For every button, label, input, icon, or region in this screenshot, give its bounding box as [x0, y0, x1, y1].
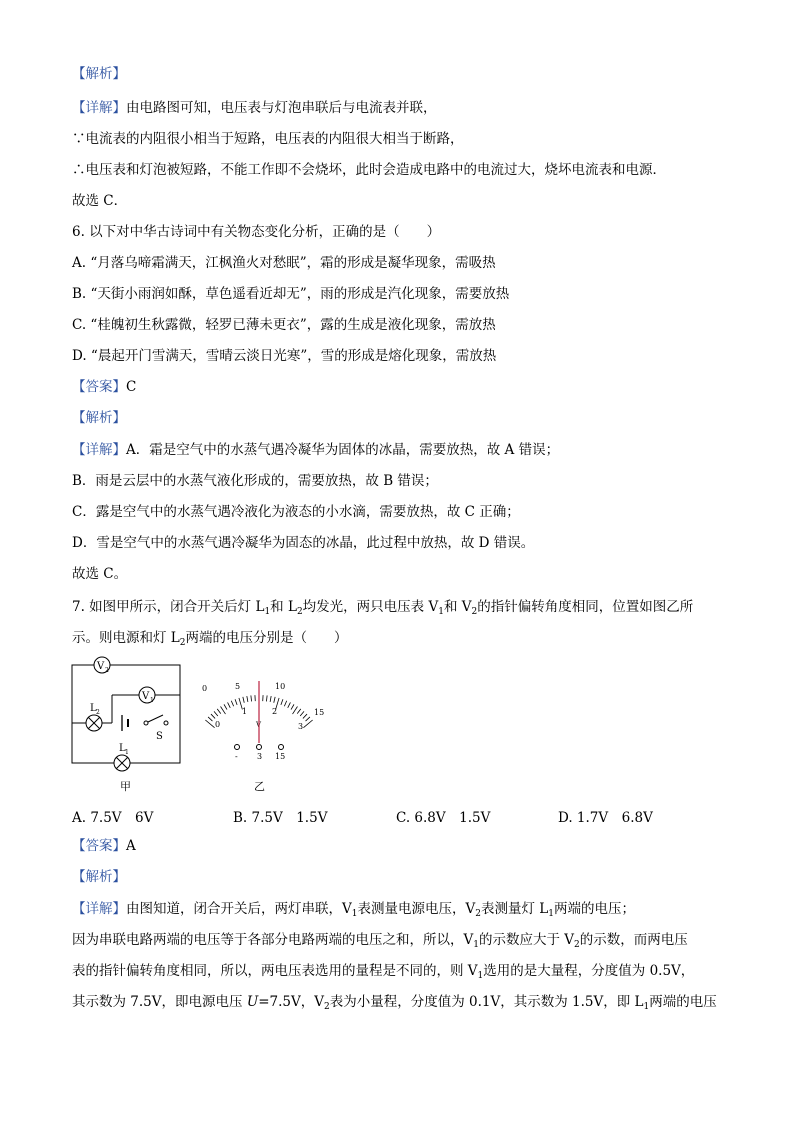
q6-option-a: A. “月落乌啼霜满天，江枫渔火对愁眠”，霜的形成是凝华现象，需吸热: [72, 255, 496, 271]
q7-option-b: B. 7.5V 1.5V: [233, 810, 328, 826]
q6-detail-d: D．雪是空气中的水蒸气遇冷凝华为固态的冰晶，此过程中放热，故 D 错误。: [72, 535, 535, 551]
dial-tick: [266, 695, 267, 701]
dial-tick: [243, 697, 244, 703]
dial-tick: [297, 709, 301, 714]
svg-text:5: 5: [235, 682, 241, 691]
dial-tick: [274, 697, 275, 703]
q6-analysis-tag: 【解析】: [72, 410, 126, 426]
dial-tick: [224, 704, 227, 709]
dial-tick: [291, 704, 294, 709]
q7-detail-line-2: 因为串联电路两端的电压等于各部分电路两端的电压之和，所以，$V_1$的示数应大于 $V_2$的示数，而两电压: [72, 932, 688, 950]
detail-tag: 【详解】: [72, 442, 126, 458]
dial-tick: [270, 696, 271, 702]
svg-text:V: V: [142, 691, 150, 702]
dial-tick: [231, 701, 233, 707]
q7-detail-line-3: 表的指针偏转角度相同，所以，两电压表选用的量程是不同的，则 $V_1$选用的是大量程，分度值为 0.5V，: [72, 963, 695, 981]
dial-tick: [303, 714, 307, 718]
q6-option-d: D. “晨起开门雪满天，雪晴云淡日光寒”，雪的形成是熔化现象，需放热: [72, 348, 497, 364]
dial-tick: [284, 701, 286, 707]
svg-text:2: 2: [105, 667, 109, 674]
dial-tick: [251, 695, 252, 701]
svg-text:15: 15: [314, 708, 325, 717]
dial-tick: [228, 702, 231, 707]
q5-detail-line-1: 【详解】由电路图可知，电压表与灯泡串联后与电流表并联，: [72, 100, 437, 116]
svg-text:1: 1: [150, 697, 154, 704]
dial-tick: [288, 702, 291, 707]
svg-text:L: L: [90, 703, 97, 714]
dial-tick: [306, 717, 310, 721]
circuit-diagram-jia: [72, 657, 180, 793]
voltmeter-dial-yi: [202, 681, 324, 793]
dial-tick: [281, 699, 283, 705]
svg-text:L: L: [119, 743, 126, 754]
svg-text:2: 2: [96, 709, 100, 716]
svg-text:2: 2: [272, 707, 278, 716]
q6-conclusion: 故选 C。: [72, 566, 128, 582]
dial-tick: [235, 699, 237, 705]
dial-tick: [247, 696, 248, 702]
figure-label-jia: 甲: [120, 780, 131, 793]
dial-tick: [208, 717, 212, 721]
q7-option-c: C. 6.8V 1.5V: [396, 810, 491, 826]
q7-detail-line-4: 其示数为 7.5V，即电源电压 U=7.5V，$V_2$表为小量程，分度值为 0.1V，其示数为 1.5V，即 $L_1$两端的电压: [72, 994, 717, 1012]
q7-stem-line-2: 示。则电源和灯 $L_2$两端的电压分别是（ ）: [72, 630, 348, 648]
analysis-tag: 【解析】: [72, 66, 126, 82]
dial-tick: [303, 720, 312, 728]
q5-detail-line-2: ∵电流表的内阻很小相当于短路，电压表的内阻很大相当于断路，: [72, 131, 464, 147]
svg-text:V: V: [256, 721, 262, 729]
svg-text:0: 0: [202, 684, 208, 693]
q7-answer: 【答案】A: [72, 838, 136, 854]
svg-text:15: 15: [275, 752, 286, 761]
dial-tick: [205, 720, 214, 728]
svg-text:10: 10: [275, 682, 286, 691]
dial-tick: [293, 707, 298, 715]
svg-text:1: 1: [242, 707, 248, 716]
dial-tick: [211, 714, 215, 718]
q6-detail-a: 【详解】A．霜是空气中的水蒸气遇冷凝华为固体的冰晶，需要放热，故 A 错误；: [72, 442, 560, 458]
svg-text:3: 3: [257, 752, 263, 761]
dial-tick: [217, 709, 221, 714]
answer-tag: 【答案】: [72, 379, 126, 395]
q7-detail-line-1: 【详解】由图知道，闭合开关后，两灯串联，$V_1$表测量电源电压，$V_2$表测量灯 $L_1$两端的电压；: [72, 901, 635, 919]
svg-text:0: 0: [215, 720, 221, 729]
q7-option-a: A. 7.5V 6V: [72, 810, 154, 826]
dial-tick: [300, 711, 304, 716]
svg-text:3: 3: [298, 722, 304, 731]
svg-text:S: S: [156, 731, 163, 742]
q5-detail-line-3: ∴电压表和灯泡被短路，不能工作即不会烧坏，此时会造成电路中的电流过大，烧坏电流表和电源．: [72, 162, 666, 178]
figure-label-yi: 乙: [254, 780, 265, 793]
q6-answer: 【答案】C: [72, 379, 137, 395]
q6-detail-c: C．露是空气中的水蒸气遇冷液化为液态的小水滴，需要放热，故 C 正确；: [72, 504, 520, 520]
q6-detail-b: B．雨是云层中的水蒸气液化形成的，需要放热，故 B 错误；: [72, 473, 438, 489]
q5-conclusion: 故选 C．: [72, 193, 128, 209]
svg-text:1: 1: [125, 749, 129, 756]
dial-tick: [214, 711, 218, 716]
q7-figure: [62, 655, 342, 795]
answer-tag: 【答案】: [72, 838, 126, 854]
q6-stem: 6. 以下对中华古诗词中有关物态变化分析，正确的是（ ）: [72, 224, 441, 240]
q6-option-c: C. “桂魄初生秋露微，轻罗已薄未更衣”，露的生成是液化现象，需放热: [72, 317, 496, 333]
svg-text:-: -: [235, 752, 238, 761]
detail-tag: 【详解】: [72, 100, 126, 116]
detail-tag: 【详解】: [72, 901, 126, 917]
q6-option-b: B. “天街小雨润如酥，草色遥看近却无”，雨的形成是汽化现象，需要放热: [72, 286, 510, 302]
svg-text:V: V: [97, 661, 105, 672]
q7-stem-line-1: 7. 如图甲所示，闭合开关后灯 $L_1$和 $L_2$均发光，两只电压表 $V_1$和 $V_2$的指针偏转角度相同，位置如图乙所: [72, 599, 694, 617]
switch-s-icon: [144, 721, 148, 725]
q7-option-d: D. 1.7V 6.8V: [558, 810, 653, 826]
dial-tick: [221, 707, 226, 715]
q7-analysis-tag: 【解析】: [72, 869, 126, 885]
